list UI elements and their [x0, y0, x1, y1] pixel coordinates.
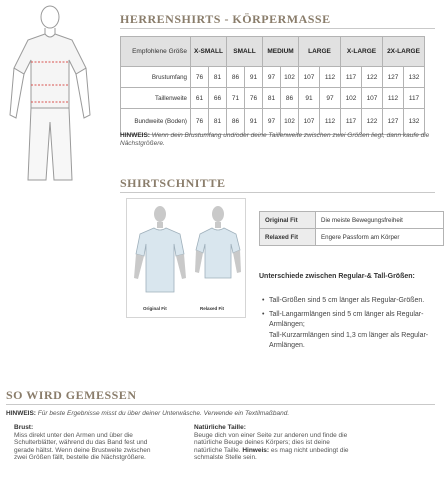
measure-hint	[6, 410, 436, 418]
size-header-xs: X-SMALL	[191, 37, 227, 67]
table-cell: 76	[191, 109, 209, 135]
table-row	[121, 109, 425, 135]
table-cell: 97	[263, 109, 281, 135]
table-cell: 112	[320, 109, 341, 135]
fit-name: Original Fit	[260, 212, 316, 229]
measure-hint-label: HINWEIS:	[6, 410, 36, 417]
table-cell: 86	[227, 67, 245, 88]
cuts-title: SHIRTSCHNITTE	[120, 176, 226, 190]
table-cell: 91	[299, 88, 320, 109]
fit-name: Relaxed Fit	[260, 229, 316, 246]
measure-title: SO WIRD GEMESSEN	[6, 388, 137, 402]
list-item: • Tall-Größen sind 5 cm länger als Regular-Größen.	[262, 296, 437, 307]
title-divider	[120, 192, 435, 193]
regular-tall-list	[262, 296, 437, 355]
original-fit-figure	[134, 206, 186, 292]
fit-table	[259, 211, 444, 246]
table-cell: 107	[299, 109, 320, 135]
size-header-xl: X-LARGE	[341, 37, 383, 67]
table-cell: 117	[341, 109, 362, 135]
waist-text-2: es mag nicht unbedingt die schmalste Stelle sein.	[194, 446, 349, 462]
table-cell: 107	[362, 88, 383, 109]
table-cell: 71	[227, 88, 245, 109]
measure-hint-text: Für beste Ergebnisse misst du über deiner Unterwäsche. Verwende ein Textilmaßband.	[37, 410, 290, 417]
title-divider	[6, 404, 435, 405]
fit-description: Die meiste Bewegungsfreiheit	[316, 212, 444, 229]
table-cell: 102	[281, 67, 299, 88]
original-fit-image-label: Original Fit	[143, 306, 167, 311]
table-cell: 112	[383, 88, 404, 109]
fit-description: Engere Passform am Körper	[316, 229, 444, 246]
table-cell: 127	[383, 109, 404, 135]
waist-instructions	[194, 424, 354, 462]
table-cell: 81	[263, 88, 281, 109]
size-table	[120, 36, 425, 135]
table-cell: 97	[263, 67, 281, 88]
size-header-row	[121, 37, 425, 67]
table-cell: 86	[281, 88, 299, 109]
table-cell: 117	[404, 88, 425, 109]
table-row	[121, 88, 425, 109]
size-header-2xl: 2X-LARGE	[383, 37, 425, 67]
table-cell: 112	[320, 67, 341, 88]
size-chart-title: HERRENSHIRTS - KÖRPERMASSE	[120, 12, 331, 26]
table-cell: 107	[299, 67, 320, 88]
regular-tall-title: Unterschiede zwischen Regular-& Tall-Größen:	[259, 273, 415, 280]
waist-title: Natürliche Taille:	[194, 424, 246, 431]
waist-hint-label: Hinweis:	[242, 446, 270, 454]
chest-instructions	[14, 424, 164, 462]
table-row	[260, 229, 444, 246]
table-row	[121, 67, 425, 88]
body-measure-figure	[0, 0, 105, 190]
table-cell: 91	[245, 67, 263, 88]
table-cell: 102	[341, 88, 362, 109]
relaxed-fit-image-label: Relaxed Fit	[200, 306, 225, 311]
fit-figures	[126, 198, 246, 318]
size-hint	[120, 132, 435, 148]
table-row	[260, 212, 444, 229]
size-header-s: SMALL	[227, 37, 263, 67]
table-cell: 132	[404, 67, 425, 88]
table-cell: 76	[191, 67, 209, 88]
table-cell: 102	[281, 109, 299, 135]
row-label-waist: Taillenweite	[121, 88, 191, 109]
row-label-hip: Bundweite (Boden)	[121, 109, 191, 135]
size-header-m: MEDIUM	[263, 37, 299, 67]
table-cell: 81	[209, 67, 227, 88]
title-divider	[120, 28, 435, 29]
table-cell: 81	[209, 109, 227, 135]
table-cell: 61	[191, 88, 209, 109]
size-hint-text: Wenn dein Brustumfang und/oder deine Taillenweite zwischen zwei Größen liegt, dann kaufe die Nächstgrößere.	[120, 132, 430, 147]
table-cell: 127	[383, 67, 404, 88]
size-header-l: LARGE	[299, 37, 341, 67]
table-cell: 122	[362, 109, 383, 135]
table-cell: 122	[362, 67, 383, 88]
table-cell: 117	[341, 67, 362, 88]
corner-label: Empfohlene Größe	[121, 37, 191, 67]
table-cell: 66	[209, 88, 227, 109]
waist-text-1: Beuge dich von einer Seite zur anderen und finde die natürliche Beuge deines Körpers; dies ist deine natürliche Taille.	[194, 431, 348, 454]
table-cell: 97	[320, 88, 341, 109]
list-item: • Tall-Langarmlängen sind 5 cm länger als Regular-Armlängen;	[262, 310, 437, 331]
table-cell: 91	[245, 109, 263, 135]
table-cell: 86	[227, 109, 245, 135]
list-item: Tall-Kurzarmlängen sind 1,3 cm länger als Regular-Armlängen.	[269, 331, 429, 349]
table-cell: 132	[404, 109, 425, 135]
chest-text: Miss direkt unter den Armen und über die Schulterblätter, während du das Band fest und gerade hältst. Wenn deine Brustweite zwischen zwei Größen fällt, bestelle die Nächstgrößere.	[14, 431, 151, 462]
table-cell: 76	[245, 88, 263, 109]
size-hint-label: HINWEIS:	[120, 132, 150, 139]
chest-title: Brust:	[14, 424, 34, 431]
row-label-chest: Brustumfang	[121, 67, 191, 88]
relaxed-fit-figure	[195, 206, 241, 278]
